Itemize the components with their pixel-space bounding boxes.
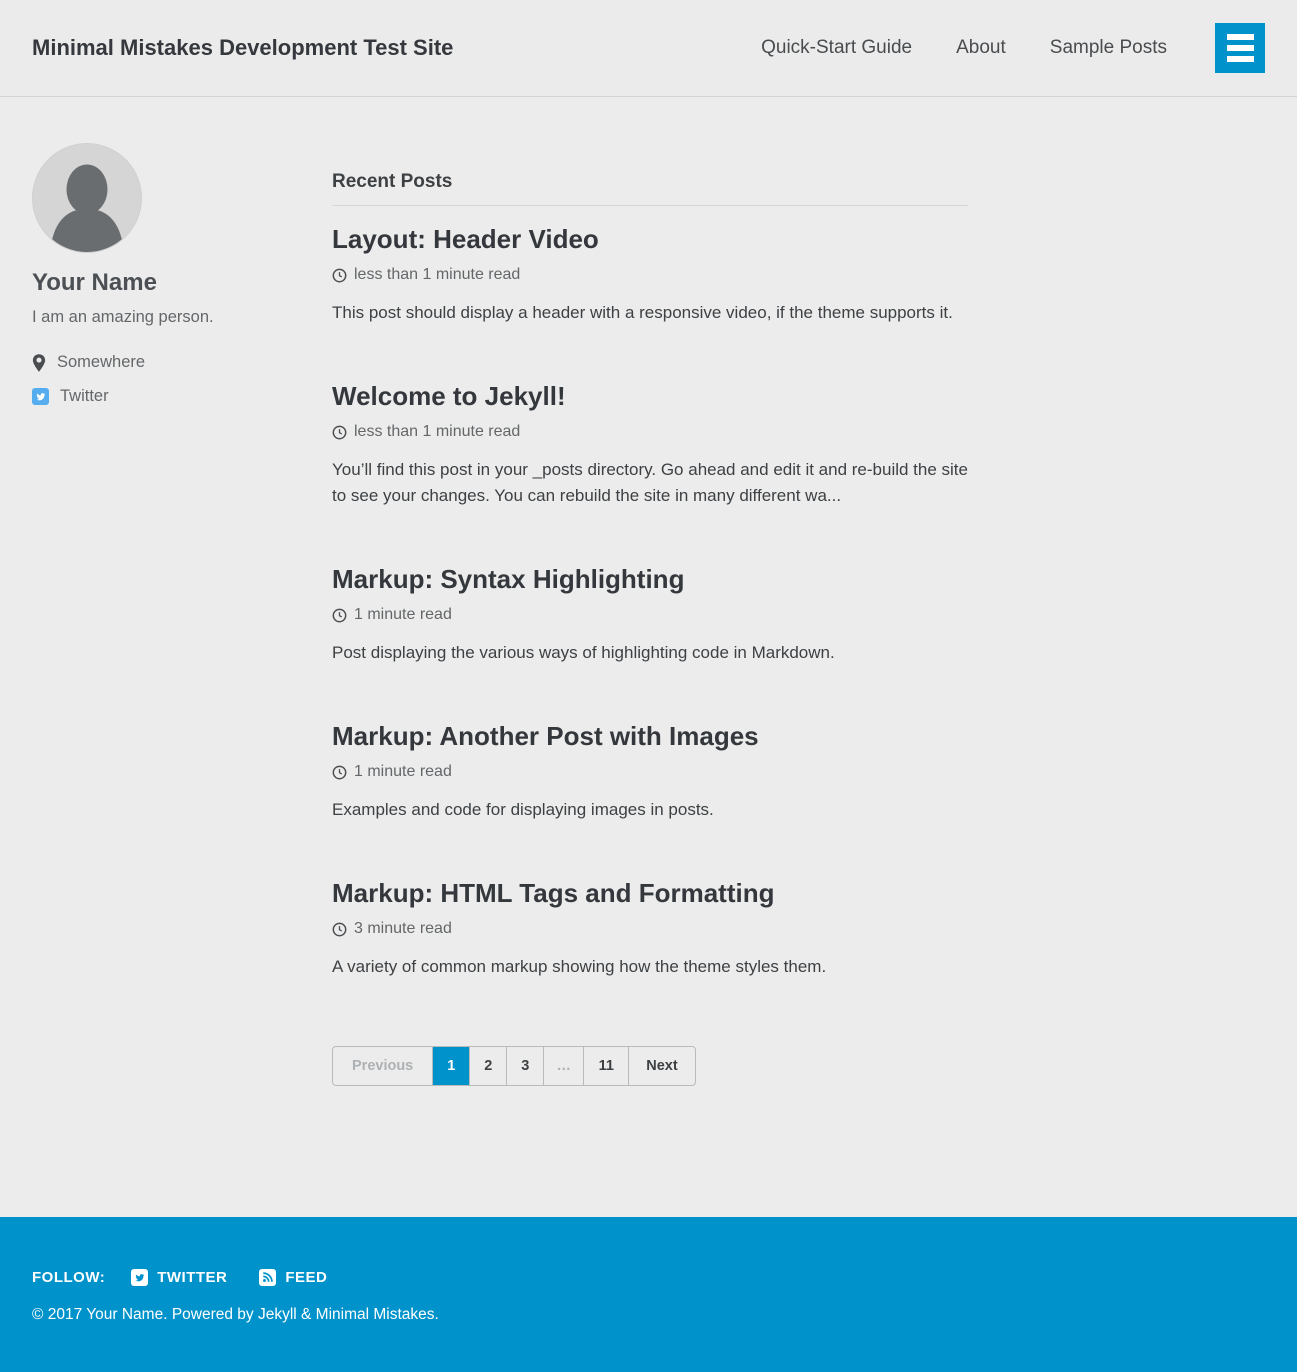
clock-icon [332,765,347,780]
read-time: less than 1 minute read [354,266,521,283]
sidebar-twitter-link[interactable] [32,387,332,406]
author-location [32,353,332,372]
copyright: © 2017 Your Name. Powered by Jekyll & Minimal Mistakes. [32,1306,439,1323]
twitter-square-icon [131,1269,148,1286]
twitter-label: Twitter [60,387,109,405]
pagination-page-2[interactable]: 2 [469,1047,506,1085]
author-sidebar [32,97,332,1102]
author-name: Your Name [32,269,157,296]
post-meta [332,423,968,441]
post-title: Markup: Syntax Highlighting [332,564,685,594]
masthead-nav [717,23,1265,73]
pagination-page-11[interactable]: 11 [583,1047,628,1085]
post-item [332,564,968,666]
post-excerpt: This post should display a header with a responsive video, if the theme supports it. [332,303,953,322]
read-time: 1 minute read [354,763,452,780]
post-item [332,381,968,509]
page-footer [0,1217,1297,1372]
location-pin-icon [32,354,46,372]
pagination [332,1046,696,1086]
masthead [0,0,1297,97]
clock-icon [332,425,347,440]
post-title: Markup: HTML Tags and Formatting [332,878,775,908]
clock-icon [332,608,347,623]
post-excerpt: Post displaying the various ways of highlighting code in Markdown. [332,643,835,662]
clock-icon [332,268,347,283]
post-excerpt: Examples and code for displaying images in posts. [332,800,714,819]
pagination-page-1[interactable]: 1 [432,1047,469,1085]
nav-link-quick-start-guide[interactable]: Quick-Start Guide [761,37,913,58]
nav-link-about[interactable]: About [956,37,1006,58]
footer-feed-label: FEED [285,1269,328,1286]
person-silhouette-icon [33,144,141,252]
post-title: Layout: Header Video [332,224,599,254]
post-title: Welcome to Jekyll! [332,381,566,411]
twitter-icon [32,388,49,405]
footer-feed-link[interactable] [259,1269,327,1286]
post-item [332,878,968,980]
page-body [0,97,1297,1217]
post-item [332,224,968,326]
post-excerpt: You’ll find this post in your _posts directory. Go ahead and edit it and re-build the site to see your changes. You can rebuild the site in many different wa... [332,460,968,505]
post-title: Markup: Another Post with Images [332,721,759,751]
avatar [32,143,142,253]
author-bio: I am an amazing person. [32,308,214,326]
follow-label: FOLLOW: [32,1269,106,1286]
pagination-previous: Previous [352,1058,414,1074]
read-time: 3 minute read [354,920,452,937]
hamburger-icon [1227,34,1254,40]
pagination-page-3[interactable]: 3 [506,1047,543,1085]
pagination-ellipsis: … [543,1047,583,1085]
post-item [332,721,968,823]
footer-follow-row [32,1269,1265,1286]
post-meta [332,606,968,624]
clock-icon [332,922,347,937]
read-time: less than 1 minute read [354,423,521,440]
post-excerpt: A variety of common markup showing how the theme styles them. [332,957,827,976]
pagination-next[interactable]: Next [628,1047,694,1085]
recent-posts-archive [332,97,968,1102]
rss-square-icon [259,1269,276,1286]
site-title[interactable]: Minimal Mistakes Development Test Site [32,35,454,60]
post-meta [332,763,968,781]
nav-link-sample-posts[interactable]: Sample Posts [1049,37,1167,58]
hamburger-menu-button[interactable] [1215,23,1265,73]
post-meta [332,266,968,284]
footer-twitter-link[interactable] [131,1269,227,1286]
footer-twitter-label: TWITTER [157,1269,228,1286]
location-label: Somewhere [57,353,146,371]
read-time: 1 minute read [354,606,452,623]
post-meta [332,920,968,938]
archive-heading: Recent Posts [332,171,968,206]
